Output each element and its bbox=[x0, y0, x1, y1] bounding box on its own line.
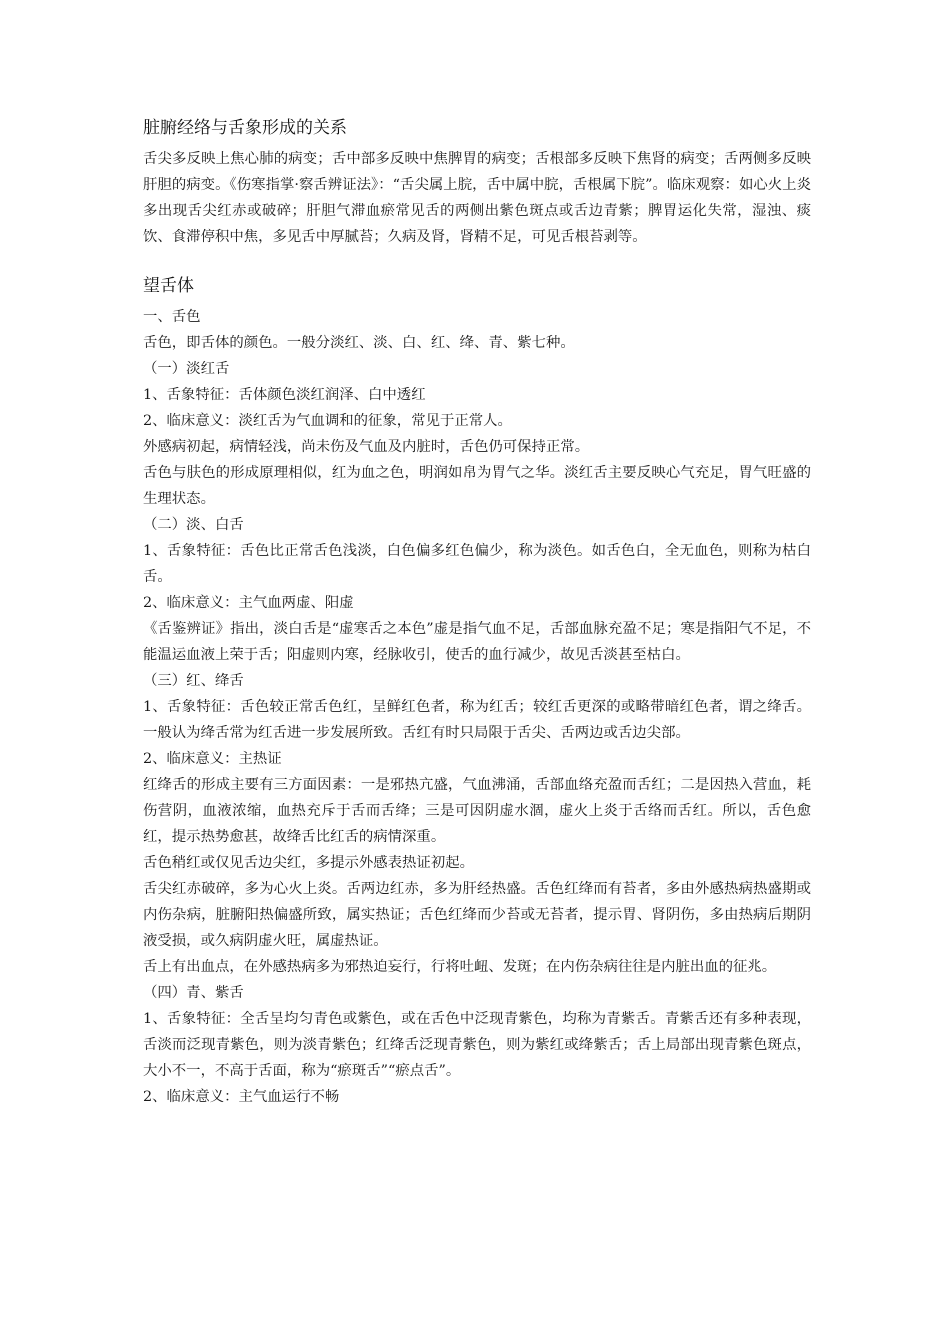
subheading-danbai: （二）淡、白舌 bbox=[143, 517, 244, 533]
paragraph-qingzi-feature: 1、舌象特征：全舌呈均匀青色或紫色，或在舌色中泛现青紫色，均称为青紫舌。青紫舌还有多种表现，舌淡而泛现青紫色，则为淡青紫色；红绛舌泛现青紫色，则为紫红或绛紫舌；舌上局部出现青紫色斑点，大小不一，不高于舌面，称为“瘀斑舌”“瘀点舌”。 bbox=[143, 1011, 811, 1079]
paragraph-qingzi-meaning: 2、临床意义：主气血运行不畅 bbox=[143, 1089, 340, 1105]
subheading-qingzi: （四）青、紫舌 bbox=[143, 985, 244, 1001]
paragraph-hongjiang-meaning: 2、临床意义：主热证 bbox=[143, 751, 282, 767]
paragraph-hongjiang-shaohong: 舌色稍红或仅见舌边尖红，多提示外感表热证初起。 bbox=[143, 855, 474, 871]
paragraph-shese-def: 舌色，即舌体的颜色。一般分淡红、淡、白、红、绛、青、紫七种。 bbox=[143, 335, 575, 351]
paragraph-danhong-feature: 1、舌象特征：舌体颜色淡红润泽、白中透红 bbox=[143, 387, 426, 403]
subheading-shese: 一、舌色 bbox=[143, 309, 201, 325]
section-title-wangsheti: 望舌体 bbox=[143, 276, 194, 296]
paragraph-shese-fuse: 舌色与肤色的形成原理相似，红为血之色，明润如帛为胃气之华。淡红舌主要反映心气充足，胃气旺盛的生理状态。 bbox=[143, 465, 811, 507]
section-title-zangfu: 脏腑经络与舌象形成的关系 bbox=[143, 118, 347, 138]
paragraph-danhong-meaning: 2、临床意义：淡红舌为气血调和的征象，常见于正常人。 bbox=[143, 413, 512, 429]
paragraph-danbai-meaning: 2、临床意义：主气血两虚、阳虚 bbox=[143, 595, 354, 611]
paragraph-hongjiang-causes: 红绛舌的形成主要有三方面因素：一是邪热亢盛，气血沸涌，舌部血络充盈而舌红；二是因热入营血，耗伤营阴，血液浓缩，血热充斥于舌而舌绛；三是可因阴虚水涸，虚火上炎于舌络而舌红。所以，舌色愈红，提示热势愈甚，故绛舌比红舌的病情深重。 bbox=[143, 777, 811, 845]
paragraph-hongjiang-feature: 1、舌象特征：舌色较正常舌色红，呈鲜红色者，称为红舌；较红舌更深的或略带暗红色者，谓之绛舌。一般认为绛舌常为红舌进一步发展所致。舌红有时只局限于舌尖、舌两边或舌边尖部。 bbox=[143, 699, 811, 741]
paragraph-waigan: 外感病初起，病情轻浅，尚未伤及气血及内脏时，舌色仍可保持正常。 bbox=[143, 439, 590, 455]
document-page bbox=[143, 114, 811, 1110]
paragraph-hongjiang-chuxue: 舌上有出血点，在外感热病多为邪热迫妄行，行将吐衄、发斑；在内伤杂病往往是内脏出血的征兆。 bbox=[143, 959, 777, 975]
paragraph-danbai-sheijian: 《舌鉴辨证》指出，淡白舌是“虚寒舌之本色”虚是指气血不足，舌部血脉充盈不足；寒是指阳气不足，不能温运血液上荣于舌；阳虚则内寒，经脉收引，使舌的血行减少，故见舌淡甚至枯白。 bbox=[143, 621, 811, 663]
subheading-hongjiang: （三）红、绛舌 bbox=[143, 673, 244, 689]
paragraph-zangfu: 舌尖多反映上焦心肺的病变；舌中部多反映中焦脾胃的病变；舌根部多反映下焦肾的病变；舌两侧多反映肝胆的病变。《伤寒指掌·察舌辨证法》：“舌尖属上脘，舌中属中脘，舌根属下脘”。临床观察：如心火上炎多出现舌尖红赤或破碎；肝胆气滞血瘀常见舌的两侧出紫色斑点或舌边青紫；脾胃运化失常，湿浊、痰饮、食滞停积中焦，多见舌中厚腻苔；久病及肾，肾精不足，可见舌根苔剥等。 bbox=[143, 151, 811, 245]
paragraph-hongjiang-shejian: 舌尖红赤破碎，多为心火上炎。舌两边红赤，多为肝经热盛。舌色红绛而有苔者，多由外感热病热盛期或内伤杂病，脏腑阳热偏盛所致，属实热证；舌色红绛而少苔或无苔者，提示胃、肾阴伤，多由热病后期阴液受损，或久病阴虚火旺，属虚热证。 bbox=[143, 881, 811, 949]
paragraph-danbai-feature: 1、舌象特征：舌色比正常舌色浅淡，白色偏多红色偏少，称为淡色。如舌色白，全无血色，则称为枯白舌。 bbox=[143, 543, 811, 585]
subheading-danhong: （一）淡红舌 bbox=[143, 361, 230, 377]
